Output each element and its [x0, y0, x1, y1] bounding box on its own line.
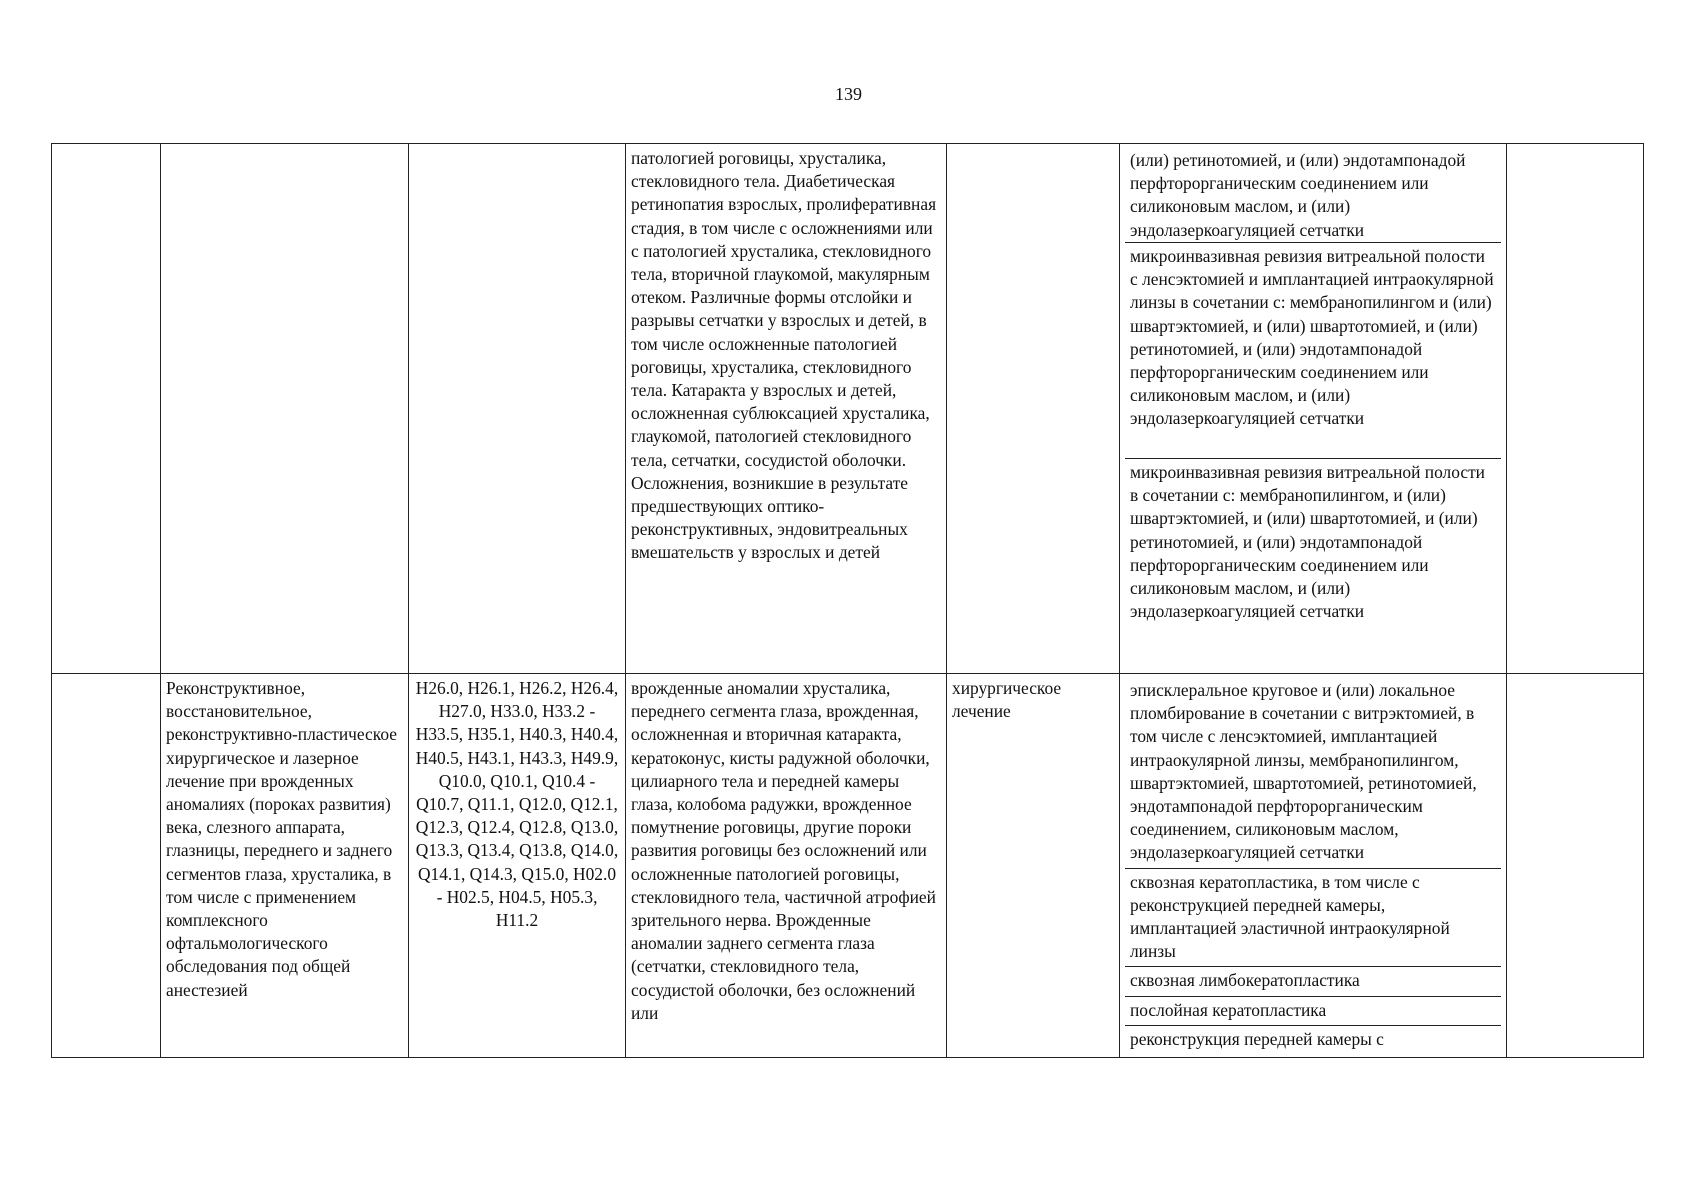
cell-treatment-type: хирургическое лечение [947, 674, 1120, 1058]
cell-number [52, 674, 161, 1058]
table-row [52, 674, 1644, 1058]
method-item: микроинвазивная ревизия витреальной полости с ленсэктомией и имплантацией интраокулярной линзы в сочетании с: мембранопилингом и (или) швартэктомией, и (или) швартотомией, и (или) ретинотомией, и (или) эндотампонадой перфторорганическим соединением или силиконовым маслом, и (или) эндолазеркоагуляцией сетчатки [1125, 243, 1501, 459]
cell-icd-codes [409, 144, 626, 674]
method-item: микроинвазивная ревизия витреальной полости в сочетании с: мембранопилингом, и (или) швартэктомией, и (или) швартотомией, и (или) ретинотомией, и (или) эндотампонадой перфторорганическим соединением или силиконовым маслом, и (или) эндолазеркоагуляцией сетчатки [1130, 462, 1485, 622]
cell-patient-model: врожденные аномалии хрусталика, переднего сегмента глаза, врожденная, осложненная и вторичная катаракта, кератоконус, кисты радужной оболочки, цилиарного тела и передней камеры глаза, колобома радужки, врожденное помутнение роговицы, другие пороки развития роговицы без осложнений или осложненные патологией роговицы, стекловидного тела, частичной атрофией зрительного нерва. Врожденные аномалии заднего сегмента глаза (сетчатки, стекловидного тела, сосудистой оболочки, без осложнений или [626, 674, 947, 1058]
cell-treatment-profile: Реконструктивное, восстановительное, реконструктивно-пластическое хирургическое и лазерное лечение при врожденных аномалиях (пороках развития) века, слезного аппарата, глазницы, переднего и заднего сегментов глаза, хрусталика, в том числе с применением комплексного офтальмологического обследования под общей анестезией [161, 674, 409, 1058]
cell-norm [1507, 674, 1644, 1058]
cell-number [52, 144, 161, 674]
cell-patient-model: патологией роговицы, хрусталика, стекловидного тела. Диабетическая ретинопатия взрослых, пролиферативная стадия, в том числе с осложнениями или с патологией хрусталика, стекловидного тела, вторичной глаукомой, макулярным отеком. Различные формы отслойки и разрывы сетчатки у взрослых и детей, в том числе осложненные патологией роговицы, хрусталика, стекловидного тела. Катаракта у взрослых и детей, осложненная сублюксацией хрусталика, глаукомой, патологией стекловидного тела, сетчатки, сосудистой оболочки. Осложнения, возникшие в результате предшествующих оптико-реконструктивных, эндовитреальных вмешательств у взрослых и детей [626, 144, 947, 674]
page-number: 139 [835, 84, 862, 104]
method-item: послойная кератопластика [1125, 997, 1501, 1026]
method-item: (или) ретинотомией, и (или) эндотампонадой перфторорганическим соединением или силиконовым маслом, и (или) эндолазеркоагуляцией сетчатки [1125, 147, 1501, 243]
method-item: реконструкция передней камеры с [1130, 1028, 1384, 1049]
cell-methods [1120, 144, 1507, 674]
cell-treatment-type [947, 144, 1120, 674]
method-item: сквозная кератопластика, в том числе с реконструкцией передней камеры, имплантацией эластичной интраокулярной линзы [1125, 869, 1501, 968]
cell-methods [1120, 674, 1507, 1058]
procedures-table [51, 143, 1644, 1058]
cell-icd-codes: H26.0, H26.1, H26.2, H26.4, H27.0, H33.0, H33.2 - H33.5, H35.1, H40.3, H40.4, H40.5, H43.1, H43.3, H49.9, Q10.0, Q10.1, Q10.4 - Q10.7, Q11.1, Q12.0, Q12.1, Q12.3, Q12.4, Q12.8, Q13.0, Q13.3, Q13.4, Q13.8, Q14.0, Q14.1, Q14.3, Q15.0, H02.0 - H02.5, H04.5, H05.3, H11.2 [409, 674, 626, 1058]
cell-norm [1507, 144, 1644, 674]
method-item: эписклеральное круговое и (или) локальное пломбирование в сочетании с витрэктомией, в том числе с ленсэктомией, имплантацией интраокулярной линзы, мембранопилингом, швартэктомией, швартотомией, ретинотомией, эндотампонадой перфторорганическим соединением, силиконовым маслом, эндолазеркоагуляцией сетчатки [1125, 677, 1501, 869]
table-row [52, 144, 1644, 674]
method-item: сквозная лимбокератопластика [1125, 967, 1501, 996]
cell-treatment-profile [161, 144, 409, 674]
